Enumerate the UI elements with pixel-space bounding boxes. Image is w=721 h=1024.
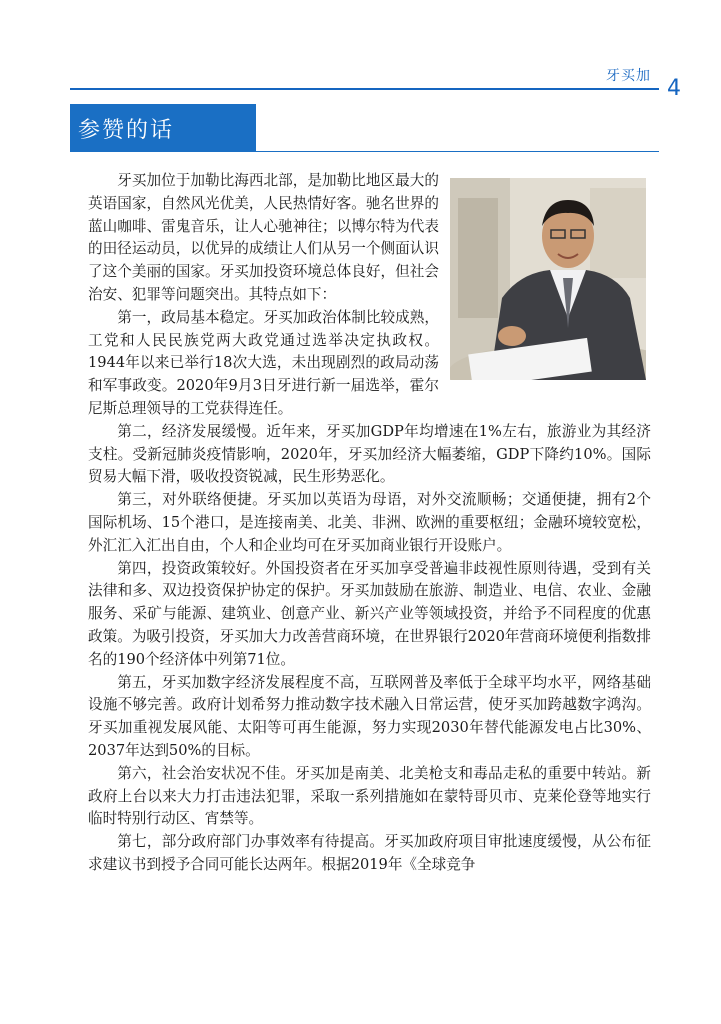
header-rule — [70, 88, 659, 90]
paragraph-intro: 牙买加位于加勒比海西北部，是加勒比地区最大的英语国家，自然风光优美，人民热情好客。驰名世界的蓝山咖啡、雷鬼音乐，让人心驰神往；以博尔特为代表的田径运动员，以优异的成绩让人们从另一个侧面认识了这个美丽的国家。牙买加投资环境总体良好，但社会治安、犯罪等问题突出。其特点如下： — [88, 172, 439, 303]
paragraph-6: 第六，社会治安状况不佳。牙买加是南美、北美枪支和毒品走私的重要中转站。新政府上台以来大力打击违法犯罪，采取一系列措施如在蒙特哥贝市、克莱伦登等地实行临时特别行动区、宵禁等。 — [88, 764, 651, 828]
paragraph-5: 第五，牙买加数字经济发展程度不高，互联网普及率低于全球平均水平，网络基础设施不够完善。政府计划希努力推动数字技术融入日常运营，使牙买加跨越数字鸿沟。牙买加重视发展风能、太阳等可再生能源，努力实现2030年替代能源发电占比30%、2037年达到50%的目标。 — [88, 673, 651, 759]
section-title: 参赞的话 — [78, 117, 175, 143]
header-country: 牙买加 — [606, 68, 651, 84]
paragraph-3: 第三，对外联络便捷。牙买加以英语为母语，对外交流顺畅；交通便捷，拥有2个国际机场、15个港口，是连接南美、北美、非洲、欧洲的重要枢纽；金融环境较宽松，外汇汇入汇出自由，个人和企业均可在牙买加商业银行开设账户。 — [88, 491, 651, 554]
title-underline — [70, 151, 659, 152]
paragraph-2: 第二，经济发展缓慢。近年来，牙买加GDP年均增速在1%左右，旅游业为其经济支柱。受新冠肺炎疫情影响，2020年，牙买加经济大幅萎缩，GDP下降约10%。国际贸易大幅下滑，吸收投资锐减，民生形势恶化。 — [88, 422, 651, 486]
page-number: 4 — [667, 76, 681, 101]
section-title-banner — [70, 104, 256, 152]
paragraph-1: 第一，政局基本稳定。牙买加政治体制比较成熟，工党和人民民族党两大政党通过选举决定执政权。1944年以来已举行18次大选，未出现剧烈的政局动荡和军事政变。2020年9月3日牙进行新一届选举，霍尔尼斯总理领导的工党获得连任。 — [88, 308, 439, 417]
paragraph-4: 第四，投资政策较好。外国投资者在牙买加享受普遍非歧视性原则待遇，受到有关法律和多、双边投资保护协定的保护。牙买加鼓励在旅游、制造业、电信、农业、金融服务、采矿与能源、建筑业、创意产业、新兴产业等领域投资，并给予不同程度的优惠政策。为吸引投资，牙买加大力改善营商环境，在世界银行2020年营商环境便利指数排名的190个经济体中列第71位。 — [88, 559, 651, 668]
article-body — [88, 170, 651, 877]
paragraph-7: 第七，部分政府部门办事效率有待提高。牙买加政府项目审批速度缓慢，从公布征求建议书到授予合同可能长达两年。根据2019年《全球竞争 — [88, 833, 651, 873]
